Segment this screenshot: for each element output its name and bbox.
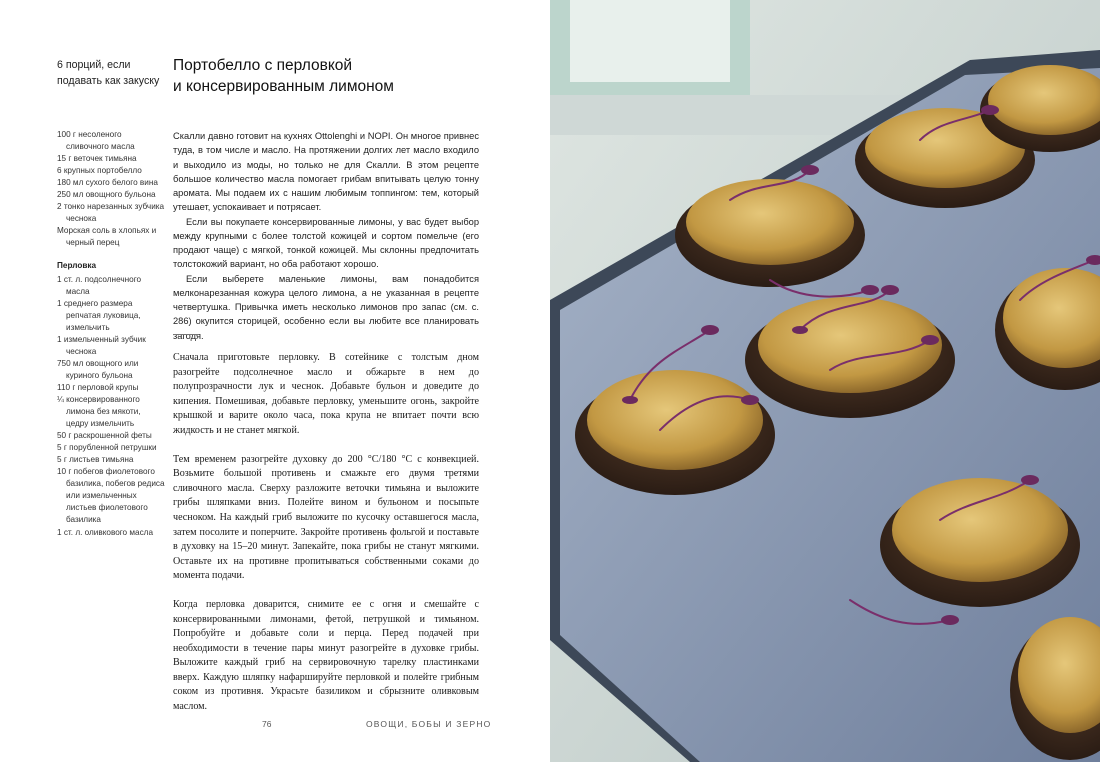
ingredient-item: 100 г несоленого сливочного масла — [57, 130, 135, 152]
barley-ingredient-item: 750 мл овощного или куриного бульона — [57, 358, 139, 380]
intro-paragraph: Скалли давно готовит на кухнях Ottolenghi и NOPI. Он многое привнес туда, в том числе и масло. На протяжении долгих лет масло входило и выходило из моды, но только не для Скалли. В этом рецепте большое количество масла помогает грибам впитывать целую тонну аромата. Мы подаем их с нашим любимым топпингом: тем, который утешает, успокаивает и потрясает. — [173, 131, 479, 213]
ingredient-item: Морская соль в хлопьях и черный перец — [57, 226, 157, 248]
microgreen-leaf — [801, 165, 819, 175]
food-photo — [550, 0, 1100, 762]
recipe-title — [173, 55, 503, 97]
microgreen-leaf — [921, 335, 939, 345]
method-paragraph: Тем временем разогрейте духовку до 200 °C/180 °C с конвекцией. Возьмите большой противень и смажьте его двумя третями сливочного масла. Сверху разложите веточки тимьяна и выложите грибы шляпками вниз. Полейте вином и бульоном и посыпьте чесноком. На каждый гриб выложите по кусочку оставшегося масла, затем посолите и поперчите. Закройте противень фольгой и поставьте в духовку на 15–20 минут. Запекайте, пока грибы не станут мягкими. Оставьте их на противне пропитываться собственными соками до момента подачи. — [173, 453, 479, 582]
microgreen-leaf — [792, 326, 808, 334]
barley-ingredient-item: 10 г побегов фиолетового базилика, побегов редиса или измельченных листьев фиолетового базилика — [57, 467, 165, 525]
barley-group-title: Перловка — [57, 261, 97, 271]
method-paragraph: Когда перловка доварится, снимите ее с огня и смешайте с консервированными лимонами, фетой, петрушкой и тимьяном. Попробуйте и добавьте соли и перца. Перед подачей при необходимости в течение пары минут разогрейте в духовке грибы. Выложите каждый гриб на сервировочную тарелку пластинками вверх. Каждую шляпку нафаршируйте перловкой и полейте грибным соком из противня. Украсьте базиликом и сбрызните оливковым маслом. — [173, 598, 479, 713]
ingredient-item: 2 тонко нарезанных зубчика чеснока — [57, 202, 165, 224]
barley-ingredient-item: 110 г перловой крупы — [57, 382, 139, 392]
barley-ingredient-item: 1 измельченный зубчик чеснока — [57, 334, 146, 356]
intro-text — [173, 129, 479, 343]
mushroom-filling — [892, 478, 1068, 582]
barley-ingredient-item: 1 среднего размера репчатая луковица, измельчить — [57, 298, 141, 332]
ingredient-item: 6 крупных портобелло — [57, 166, 142, 176]
recipe-title-line-2: и консервированным лимоном — [173, 78, 394, 95]
microgreen-leaf — [881, 285, 899, 295]
mushroom-filling — [758, 297, 942, 393]
ingredient-item: 15 г веточек тимьяна — [57, 154, 137, 164]
microgreen-leaf — [741, 395, 759, 405]
ingredients-list — [57, 129, 165, 539]
barley-ingredient-item: 50 г раскрошенной феты — [57, 431, 152, 441]
microgreen-leaf — [1021, 475, 1039, 485]
window-pane — [570, 0, 730, 82]
method-paragraph: Сначала приготовьте перловку. В сотейнике с толстым дном разогрейте подсолнечное масло и обжарьте в нем до полупрозрачности лук и чеснок. Добавьте бульон и доведите до кипения. Помешивая, добавьте перловку, уменьшите огонь, закройте крышкой и варите около часа, пока крупа не впитает почти всю жидкость и не станет мягкой. — [173, 352, 479, 436]
microgreen-leaf — [861, 285, 879, 295]
barley-ingredient-item: 1 ст. л. оливкового масла — [57, 527, 153, 537]
microgreen-leaf — [701, 325, 719, 335]
barley-ingredient-item: 1 ст. л. подсолнечного масла — [57, 274, 142, 296]
barley-ingredient-item: 5 г листьев тимьяна — [57, 455, 134, 465]
barley-ingredient-item: ¼ консервированного лимона без мякоти, цедру измельчить — [57, 394, 141, 429]
barley-ingredient-item: 5 г порубленной петрушки — [57, 443, 157, 453]
ingredient-item: 250 мл овощного бульона — [57, 190, 156, 200]
intro-paragraph: Если вы покупаете консервированные лимоны, у вас будет выбор между крупными с более толстой кожицей и сортом помельче (его продают чаще) с мягкой, тонкой кожицей. Мы склонны предпочитать толстокожий вариант, но оба работают хорошо. — [173, 216, 479, 270]
mushroom-filling — [587, 370, 763, 470]
servings-note: 6 порций, если подавать как закуску — [57, 59, 160, 87]
microgreen-leaf — [941, 615, 959, 625]
method-text — [173, 351, 479, 729]
mushroom-filling — [686, 179, 854, 265]
microgreen-leaf — [981, 105, 999, 115]
page-number: 76 — [262, 719, 272, 729]
food-photo-illustration — [550, 0, 1100, 762]
section-divider — [173, 334, 199, 335]
recipe-title-line-1: Портобелло с перловкой — [173, 57, 353, 74]
running-section-title: ОВОЩИ, БОБЫ И ЗЕРНО — [366, 719, 492, 729]
ingredient-item: 180 мл сухого белого вина — [57, 178, 158, 188]
microgreen-leaf — [622, 396, 638, 404]
intro-paragraph: Если выберете маленькие лимоны, вам понадобится мелконарезанная кожура целого лимона, а не указанная в рецепте четвертушка. Привычка иметь несколько лимонов про запас (см. с. 286) окупится сторицей, особенно если вы любите все планировать загодя. — [173, 273, 479, 341]
